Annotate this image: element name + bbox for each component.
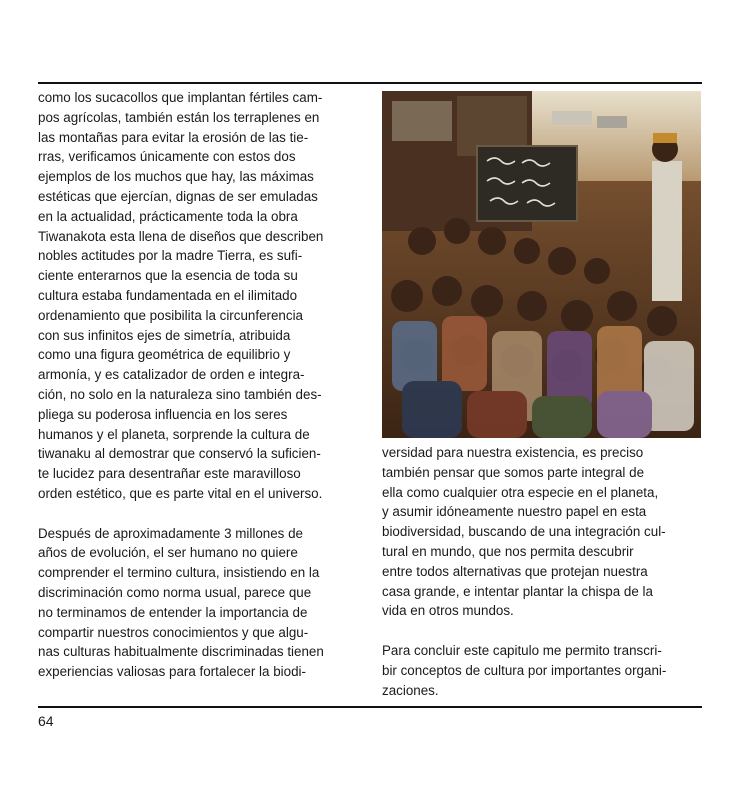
text-line: años de evolución, el ser humano no quiere <box>38 545 298 561</box>
text-line: pos agrícolas, también están los terraplenes en <box>38 109 320 125</box>
text-line: compartir nuestros conocimientos y que algu- <box>38 624 309 640</box>
text-line: biodiversidad, buscando de una integración cul- <box>382 524 666 540</box>
text-line: Después de aproximadamente 3 millones de <box>38 525 303 541</box>
text-line: comprender el termino cultura, insistiendo en la <box>38 565 320 581</box>
text-line: ciente enterarnos que la esencia de toda su <box>38 268 298 284</box>
paragraph <box>382 443 704 621</box>
text-line: orden estético, que es parte vital en el universo. <box>38 485 323 501</box>
text-line: vida en otros mundos. <box>382 603 514 619</box>
text-line: armonía, y es catalizador de orden e integra- <box>38 367 305 383</box>
bottom-rule <box>38 706 702 708</box>
paragraph <box>382 641 704 700</box>
text-line: discriminación como norma usual, parece que <box>38 584 312 600</box>
text-line: tural en mundo, que nos permita descubrir <box>382 543 634 559</box>
text-line: Tiwanakota esta llena de diseños que describen <box>38 228 324 244</box>
paragraph <box>38 88 358 504</box>
text-line: no terminamos de entender la importancia de <box>38 604 308 620</box>
text-line: las montañas para evitar la erosión de las tie- <box>38 129 309 145</box>
text-line: entre todos alternativas que protejan nuestra <box>382 563 648 579</box>
text-line: ella como cualquier otra especie en el planeta, <box>382 484 659 500</box>
page-number: 64 <box>38 713 54 729</box>
text-line: experiencias valiosas para fortalecer la biodi- <box>38 664 306 680</box>
text-line: también pensar que somos parte integral de <box>382 464 645 480</box>
text-line: Para concluir este capitulo me permito transcri- <box>382 642 662 658</box>
text-line: pliega su poderosa influencia en los seres <box>38 406 288 422</box>
text-line: te lucidez para desentrañar este maravilloso <box>38 466 301 482</box>
paragraph <box>38 524 358 682</box>
text-line: nas culturas habitualmente discriminadas tienen <box>38 644 324 660</box>
paragraph-gap <box>38 504 358 524</box>
text-line: cultura estaba fundamentada en el ilimitado <box>38 287 298 303</box>
text-line: y asumir idóneamente nuestro papel en esta <box>382 504 647 520</box>
text-line: tiwanaku al demostrar que conservó la suficien- <box>38 446 321 462</box>
left-column <box>38 88 358 682</box>
text-line: nobles actitudes por la madre Tierra, es sufi- <box>38 248 303 264</box>
text-line: como una figura geométrica de equilibrio y <box>38 347 291 363</box>
text-line: con sus infinitos ejes de simetría, atribuida <box>38 327 291 343</box>
text-line: bir conceptos de cultura por importantes organi- <box>382 662 667 678</box>
text-line: casa grande, e intentar plantar la chispa de la <box>382 583 653 599</box>
text-line: ordenamiento que posibilita la circunferencia <box>38 307 303 323</box>
text-line: humanos y el planeta, sorprende la cultura de <box>38 426 310 442</box>
text-line: en la actualidad, prácticamente toda la obra <box>38 208 298 224</box>
photo-illustration <box>382 91 701 438</box>
text-line: estéticas que ejercían, dignas de ser emuladas <box>38 188 318 204</box>
text-line: zaciones. <box>382 682 439 698</box>
top-rule <box>38 82 702 84</box>
text-line: como los sucacollos que implantan fértiles cam- <box>38 90 323 105</box>
right-column <box>382 443 704 700</box>
text-line: ción, no solo en la naturaleza sino también des- <box>38 386 322 402</box>
text-line: versidad para nuestra existencia, es preciso <box>382 445 644 460</box>
text-line: rras, verificamos únicamente con estos dos <box>38 149 296 165</box>
photo-children-outdoor-lesson <box>382 91 701 438</box>
text-line: ejemplos de los muchos que hay, las máximas <box>38 169 314 185</box>
paragraph-gap <box>382 621 704 641</box>
